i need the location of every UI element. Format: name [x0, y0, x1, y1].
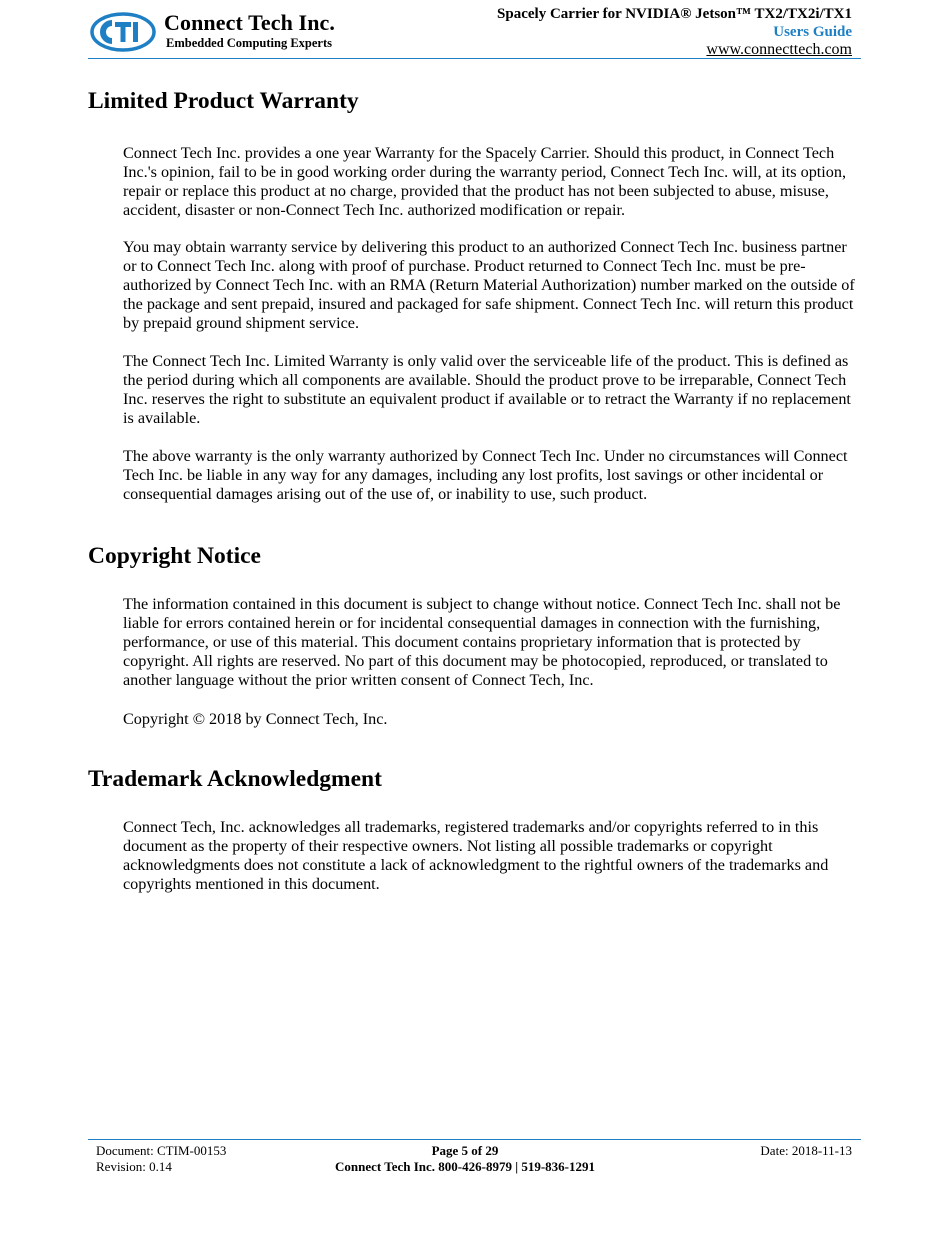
company-name: Connect Tech Inc. [164, 10, 335, 35]
document-title: Spacely Carrier for NVIDIA® Jetson™ TX2/TX2i/TX1 [497, 6, 852, 22]
warranty-paragraph: The above warranty is the only warranty authorized by Connect Tech Inc. Under no circumstances will Connect Tech Inc. be liable in any way for any damages, including any lost profits, lost savings or other incidental or consequential damages arising out of the use of, or inability to use, such product. [123, 447, 848, 503]
copyright-paragraph: The information contained in this document is subject to change without notice. Connect Tech Inc. shall not be liable for errors contained herein or for incidental consequential damages in connection with the furnishing, performance, or use of this material. This document contains proprietary information that is protected by copyright. All rights are reserved. No part of this document may be photocopied, reproduced, or translated to another language without the prior written consent of Connect Tech, Inc. [123, 595, 841, 689]
warranty-paragraph: You may obtain warranty service by delivering this product to an authorized Connect Tech Inc. business partner or to Connect Tech Inc. along with proof of purchase. Product returned to Connect Tech Inc. must be pre-authorized by Connect Tech Inc. with an RMA (Return Material Authorization) number marked on the outside of the package and sent prepaid, insured and packaged for safe shipment. Connect Tech Inc. will return this product by prepaid ground shipment service. [123, 238, 855, 332]
warranty-paragraph: Connect Tech Inc. provides a one year Warranty for the Spacely Carrier. Should this product, in Connect Tech Inc.'s opinion, fail to be in good working order during the warranty period, Connect Tech Inc. will, at its option, repair or replace this product at no charge, provided that the product has not been subjected to abuse, misuse, accident, disaster or non-Connect Tech Inc. authorized modification or repair. [123, 144, 847, 219]
footer-divider [88, 1139, 861, 1140]
section-heading-warranty: Limited Product Warranty [88, 88, 359, 114]
page-number: Page 5 of 29 [431, 1143, 499, 1158]
copyright-line: Copyright © 2018 by Connect Tech, Inc. [123, 710, 388, 728]
footer-right [760, 1143, 852, 1159]
document-number: Document: CTIM-00153 [96, 1143, 227, 1158]
revision-number: Revision: 0.14 [96, 1159, 172, 1174]
warranty-paragraph: The Connect Tech Inc. Limited Warranty is only valid over the serviceable life of the product. This is defined as the period during which all components are available. Should the product prove to be irreparable, Connect Tech Inc. reserves the right to substitute an equivalent product if available or to retract the Warranty if no replacement is available. [123, 352, 851, 427]
connect-tech-logo-icon [90, 12, 156, 52]
section-heading-trademark: Trademark Acknowledgment [88, 766, 382, 792]
document-type: Users Guide [773, 24, 852, 40]
company-logo [88, 10, 348, 54]
website-link[interactable]: www.connecttech.com [706, 41, 852, 58]
header-divider [88, 58, 861, 59]
header-doc-info [497, 5, 852, 59]
company-tagline: Embedded Computing Experts [166, 36, 332, 50]
trademark-paragraph: Connect Tech, Inc. acknowledges all trademarks, registered trademarks and/or copyrights referred to in this document as the property of their respective owners. Not listing all possible trademarks or copyright acknowledgments does not constitute a lack of acknowledgment to the rightful owners of the trademarks and copyrights mentioned in this document. [123, 818, 829, 893]
section-heading-copyright: Copyright Notice [88, 543, 261, 569]
document-date: Date: 2018-11-13 [760, 1143, 852, 1158]
contact-info: Connect Tech Inc. 800-426-8979 | 519-836-1291 [335, 1159, 595, 1174]
page-header [88, 0, 861, 60]
